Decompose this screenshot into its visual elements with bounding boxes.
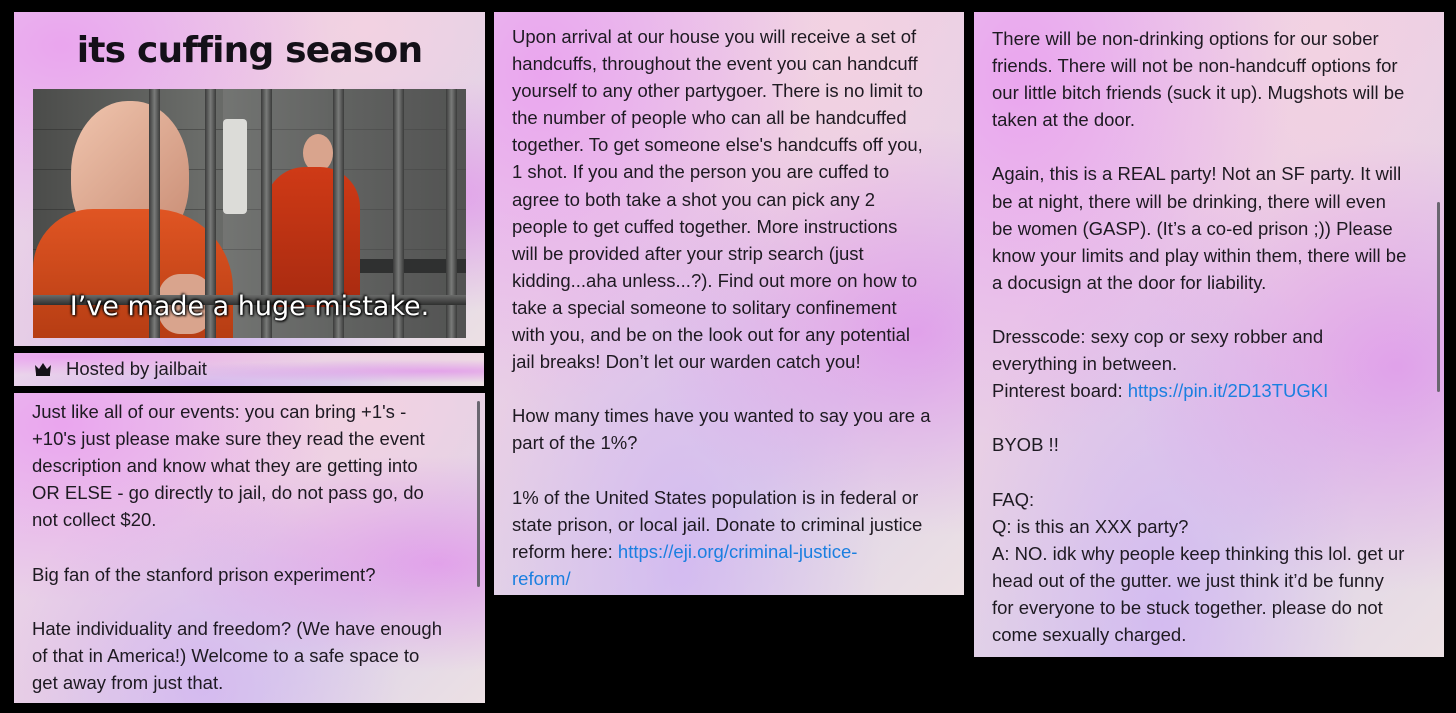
donation-link[interactable]: https://eji.org/criminal-justice- reform/ — [512, 540, 858, 589]
event-header-card — [14, 12, 485, 346]
event-title: its cuffing season — [76, 30, 423, 71]
description-text — [992, 25, 1422, 648]
description-text-after-link: BYOB !! FAQ: Q: is this an XXX party? A: NO. idk why people keep thinking this lol. get ur head out of the gutter. we just think it’d be funny for everyone to be stuck together. please do not come sexually charged. — [992, 434, 1405, 646]
description-text-before-link: There will be non-drinking options for our sober friends. There will not be non-handcuff options for our little bitch friends (suck it up). Mugshots will be taken at the door. Again, this is a REAL party! Not an SF party. It will be at night, there will be drinking, there will even be women (GASP). (It’s a co-ed prison ;)) Please know your limits and play within them, there will be a docusign at the door for liability. Dresscode: sexy cop or sexy robber and everything in between. Pinterest board: — [992, 28, 1407, 402]
description-card-left — [14, 393, 485, 703]
description-text — [512, 23, 942, 592]
description-text-main: Upon arrival at our house you will receive a set of handcuffs, throughout the event you can handcuff yourself to any other partygoer. There is no limit to the number of people who can all be handcuffed together. To get someone else's handcuffs off you, 1 shot. If you and the person you are cuffed to agree to both take a shot you can pick any 2 people to get cuffed together. More instructions will be provided after your strip search (just kidding...aha unless...?). Find out more on how to take a special someone to solitary confinement with you, and be on the look out for any potential jail breaks! Don’t let our warden catch you! How many times have you wanted to say you are a part of the 1%? 1% of the United States population is in federal or state prison, or local jail. Donate to criminal justice reform here: — [512, 26, 931, 562]
scrollbar[interactable] — [477, 401, 480, 587]
host-label: Hosted by jailbait — [66, 358, 207, 379]
scrollbar[interactable] — [1437, 202, 1440, 392]
description-text: Just like all of our events: you can bring +1's - +10's just please make sure they read the event description and know what they are getting into OR ELSE - go directly to jail, do not pass go, do not collect $20. Big fan of the stanford prison experiment? Hate individuality and freedom? (We have enough of that in America!) Welcome to a safe space to get away from just that. — [32, 401, 442, 693]
crown-icon — [34, 361, 52, 377]
pinterest-link[interactable]: https://pin.it/2D13TUGKI — [1127, 380, 1329, 402]
event-gif[interactable] — [33, 89, 466, 338]
gif-caption: I’ve made a huge mistake. — [69, 291, 430, 322]
description-card-right — [974, 12, 1444, 657]
host-card — [14, 353, 484, 386]
description-card-middle — [494, 12, 964, 595]
